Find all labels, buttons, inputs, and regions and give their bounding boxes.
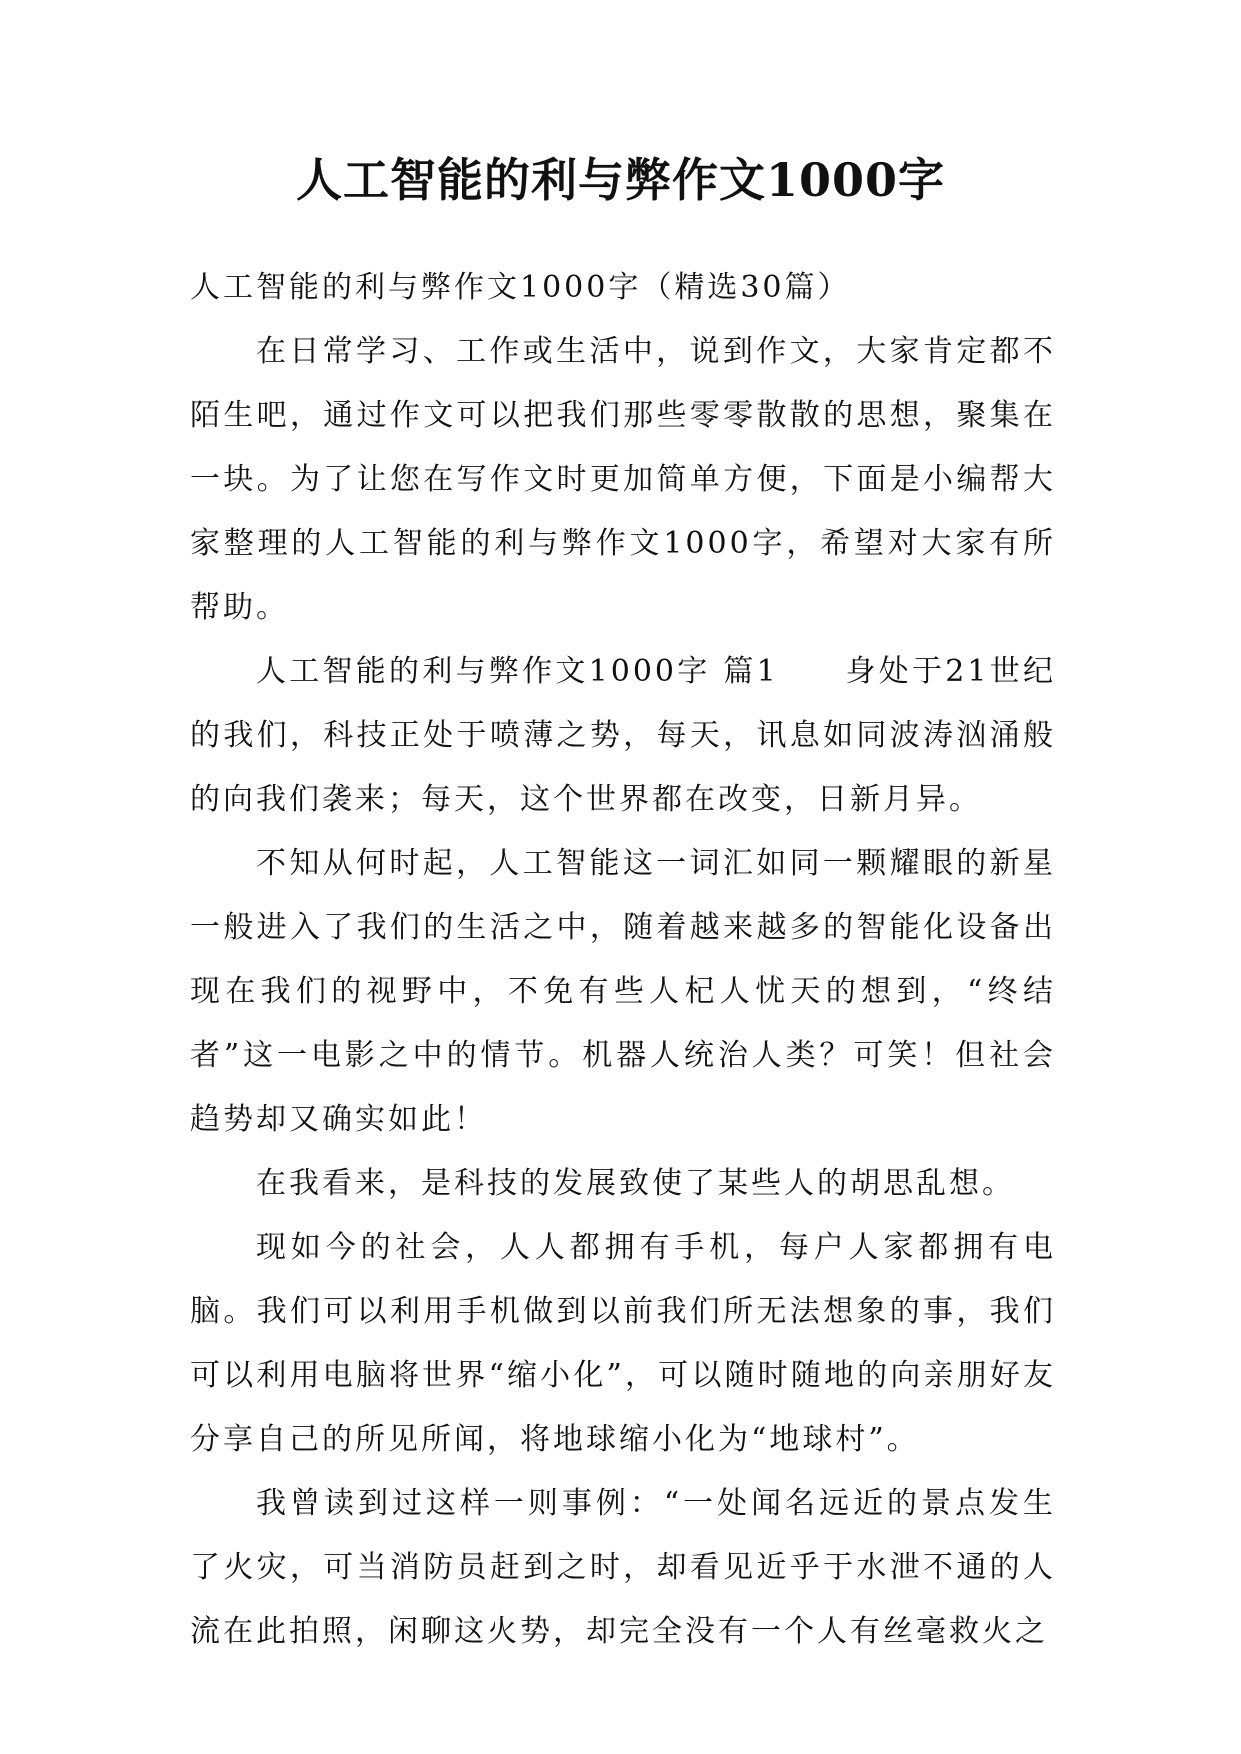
subtitle-paragraph: 人工智能的利与弊作文1000字（精选30篇）: [190, 270, 851, 305]
intro-paragraph: 在日常学习、工作或生活中，说到作文，大家肯定都不陌生吧，通过作文可以把我们那些零零散散的思想，聚集在一块。为了让您在写作文时更加简单方便，下面是小编帮大家整理的人工智能的利与弊作文1000字，希望对大家有所帮助。: [190, 334, 1056, 625]
essay-paragraph: 现如今的社会，人人都拥有手机，每户人家都拥有电脑。我们可以利用手机做到以前我们所无法想象的事，我们可以利用电脑将世界“缩小化”，可以随时随地的向亲朋好友分享自己的所见所闻，将地球缩小化为“地球村”。: [190, 1230, 1056, 1457]
document-title: 人工智能的利与弊作文1000字: [295, 153, 946, 207]
essay-paragraph: 我曾读到过这样一则事例：“一处闻名远近的景点发生了火灾，可当消防员赶到之时，却看见近乎于水泄不通的人流在此拍照，闲聊这火势，却完全没有一个人有丝毫救火之: [190, 1486, 1056, 1649]
essay-paragraph: 人工智能的利与弊作文1000字 篇1 身处于21世纪的我们，科技正处于喷薄之势，每天，讯息如同波涛汹涌般的向我们袭来；每天，这个世界都在改变，日新月异。: [190, 654, 1056, 817]
essay-paragraph: 不知从何时起，人工智能这一词汇如同一颗耀眼的新星一般进入了我们的生活之中，随着越来越多的智能化设备出现在我们的视野中，不免有些人杞人忧天的想到，“终结者”这一电影之中的情节。机器人统治人类？可笑！但社会趋势却又确实如此！: [190, 846, 1056, 1137]
document-body: [190, 256, 1056, 1664]
essay-paragraph: 在我看来，是科技的发展致使了某些人的胡思乱想。: [256, 1166, 1015, 1201]
